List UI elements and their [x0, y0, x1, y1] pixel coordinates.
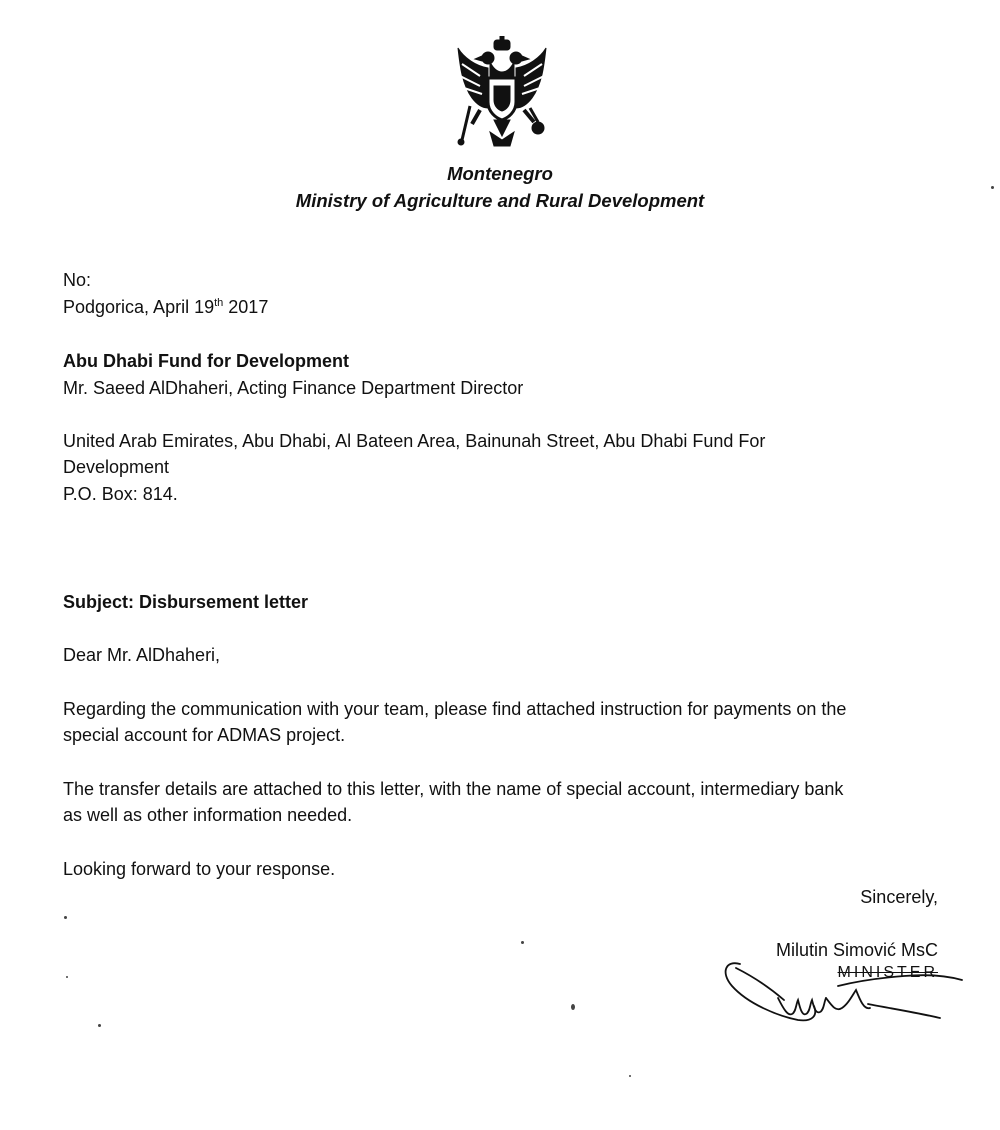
scan-speck — [571, 1004, 575, 1010]
date-ordinal-suffix: th — [214, 297, 224, 309]
scan-speck — [66, 976, 68, 978]
recipient-person: Mr. Saeed AlDhaheri, Acting Finance Department Director — [63, 378, 524, 398]
sign-off: Sincerely, — [860, 887, 938, 907]
recipient-address-line-2: Development — [63, 457, 170, 477]
scan-speck — [64, 916, 67, 919]
handwritten-signature-icon — [718, 942, 978, 1032]
recipient-organization: Abu Dhabi Fund for Development — [63, 351, 349, 371]
place-date — [63, 297, 268, 318]
scan-speck — [521, 941, 524, 944]
scan-speck — [98, 1024, 101, 1027]
date-prefix: Podgorica, April 19 — [63, 297, 215, 317]
scan-speck — [991, 186, 994, 189]
body-paragraph-1-line-1: Regarding the communication with your team, please find attached instruction for payments on the — [63, 699, 847, 719]
reference-number-label: No: — [63, 270, 92, 290]
body-paragraph-2-line-1: The transfer details are attached to this letter, with the name of special account, intermediary bank — [63, 779, 844, 799]
montenegro-coat-of-arms-icon — [450, 36, 554, 158]
subject-line: Subject: Disbursement letter — [63, 592, 309, 612]
salutation: Dear Mr. AlDhaheri, — [63, 645, 221, 665]
body-paragraph-2-line-2: as well as other information needed. — [63, 805, 353, 825]
signatory-name: Milutin Simović MsC — [775, 940, 938, 960]
scan-speck — [629, 1075, 631, 1077]
recipient-address-line-1: United Arab Emirates, Abu Dhabi, Al Bateen Area, Bainunah Street, Abu Dhabi Fund For — [63, 431, 766, 451]
ministry-heading: Ministry of Agriculture and Rural Development — [295, 190, 705, 211]
date-year: 2017 — [223, 297, 269, 317]
signatory-title: MINISTER — [837, 964, 938, 981]
country-heading: Montenegro — [447, 163, 553, 184]
body-paragraph-3: Looking forward to your response. — [63, 859, 336, 879]
body-paragraph-1-line-2: special account for ADMAS project. — [63, 725, 346, 745]
recipient-po-box: P.O. Box: 814. — [63, 484, 178, 504]
